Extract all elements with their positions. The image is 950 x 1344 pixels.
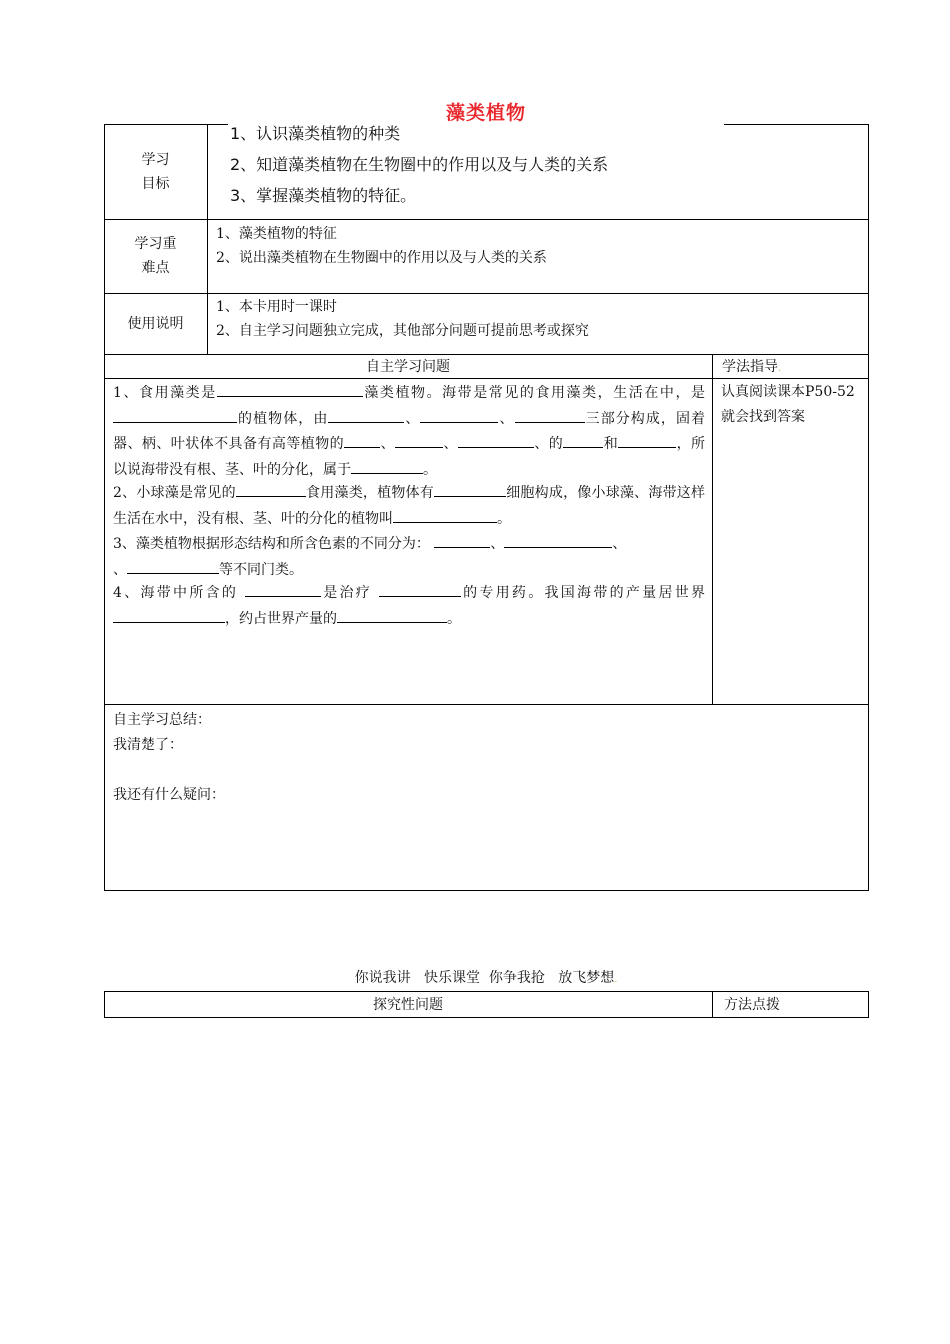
page-title: 藻类植物 [445,102,526,124]
inquiry-column-divider [712,991,713,1018]
slogan: 你说我讲 快乐课堂 你争我抢 放飞梦想. [354,970,618,986]
self-study-header: 自主学习问题 [366,359,450,375]
self-study-column-divider [712,354,713,705]
answer-blank[interactable] [434,480,506,497]
answer-blank[interactable] [420,406,498,423]
table-top-border-right [724,124,869,125]
summary-title: 自主学习总结： [113,712,211,728]
answer-blank[interactable] [458,431,534,448]
method-header: 方法点拨 [724,997,780,1013]
answer-blank[interactable] [344,431,380,448]
goal-item: 2、知道藻类植物在生物圈中的作用以及与人类的关系 [230,155,609,174]
answer-blank[interactable] [515,406,585,423]
answer-blank[interactable] [245,580,321,597]
answer-blank[interactable] [328,406,404,423]
answer-blank[interactable] [113,406,237,423]
answer-blank[interactable] [504,531,612,548]
goal-item: 3、掌握藻类植物的特征。 [230,186,417,205]
table-column-divider [207,124,208,355]
answer-blank[interactable] [351,457,423,474]
answer-blank[interactable] [217,380,363,397]
row-divider-2 [104,293,869,294]
table-right-border [868,124,869,355]
table-top-border-left [104,124,228,125]
answer-blank[interactable] [618,431,676,448]
key-points-label: 学习重 难点 [134,236,177,276]
summary-questions-label: 我还有什么疑问： [113,787,225,803]
answer-blank[interactable] [393,506,497,523]
inquiry-header: 探究性问题 [373,997,443,1013]
row-divider-1 [104,219,869,220]
answer-blank[interactable] [395,431,443,448]
answer-blank[interactable] [434,531,490,548]
question-2: 2、小球藻是常见的 食用藻类，植物体有 细胞构成，像小球藻、海带这样生活在水中，没有根、茎、叶的分化的植物叫 。 [113,480,705,531]
answer-blank[interactable] [337,606,447,623]
usage-label: 使用说明 [127,316,184,332]
goals-label: 学习 目标 [141,152,170,192]
summary-clear-label: 我清楚了： [113,737,183,753]
question-3: 3、藻类植物根据形态结构和所含色素的不同分为： 、 、 、 等不同门类。 [113,531,705,582]
question-1: 1、食用藻类是 藻类植物。海带是常见的食用藻类，生活在中，是的植物体，由 、 、 三部分构成，固着器、柄、叶状体不具备有高等植物的 、 、 、的 和 ，所以说海带没有根、茎、叶的分化，属于 。 [113,380,705,482]
answer-blank[interactable] [113,606,225,623]
guide-text: 认真阅读课本P50-52就会找到答案 [721,384,855,425]
guide-header: 学法指导. [722,359,782,375]
answer-blank[interactable] [127,557,219,574]
answer-blank[interactable] [236,480,306,497]
goal-item: 1、认识藻类植物的种类 [230,124,401,143]
usage-item: 1、本卡用时一课时 [216,299,337,315]
usage-item: 2、自主学习问题独立完成，其他部分问题可提前思考或探究 [216,323,589,339]
answer-blank[interactable] [379,580,461,597]
key-point-item: 1、藻类植物的特征 [216,226,337,242]
question-4: 4、海带中所含的 是治疗 的专用药。我国海带的产量居世界，约占世界产量的 。 [113,580,705,631]
key-point-item: 2、说出藻类植物在生物圈中的作用以及与人类的关系 [216,250,547,266]
answer-blank[interactable] [563,431,603,448]
